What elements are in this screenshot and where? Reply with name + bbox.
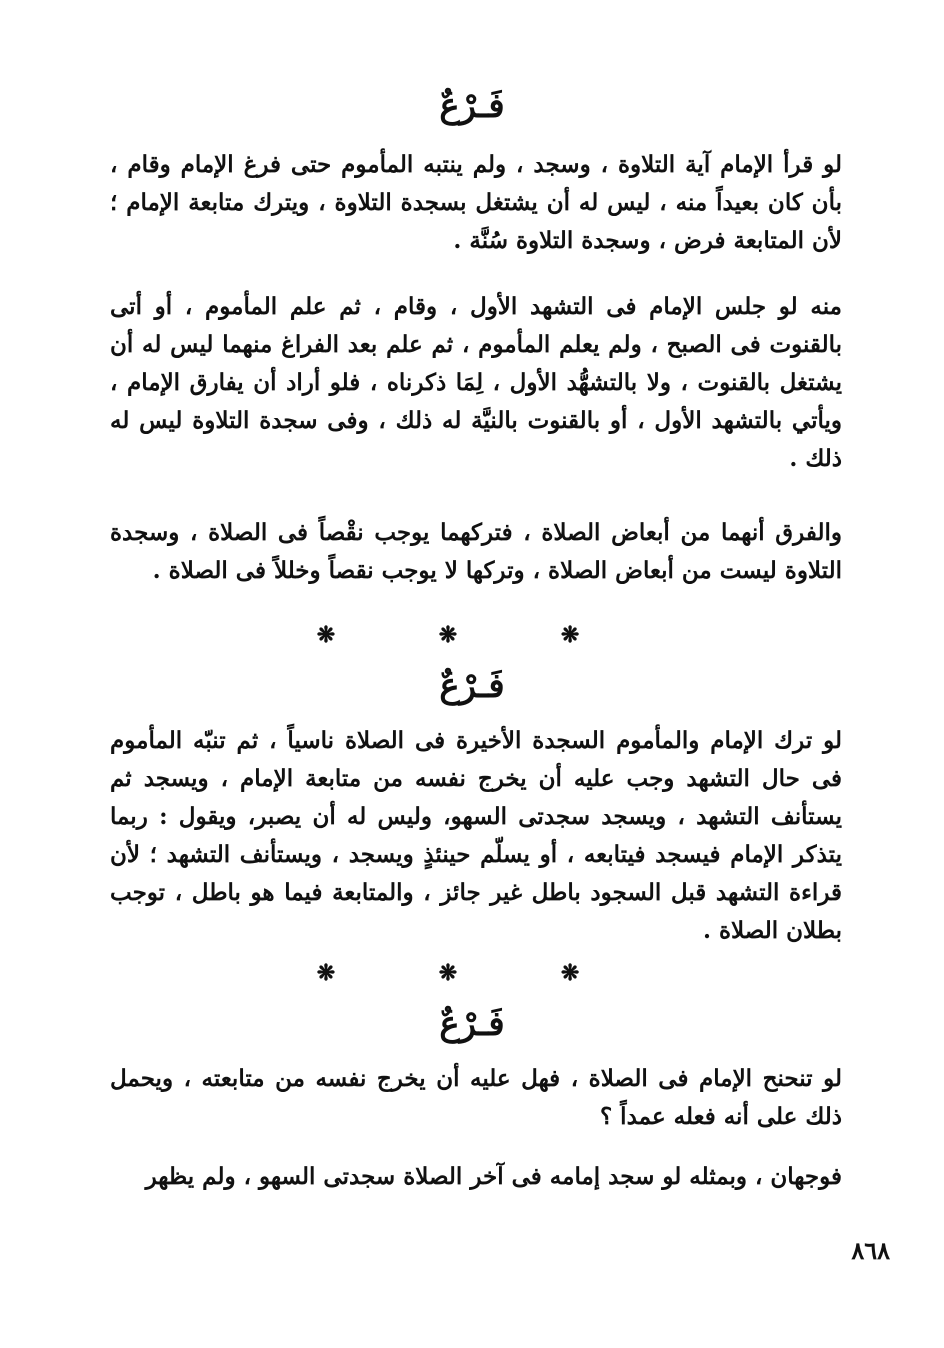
section-heading-1: فَـرْعٌ (439, 86, 505, 126)
section-heading-3: فَـرْعٌ (439, 1004, 505, 1044)
paragraph-3-2: فوجهان ، وبمثله لو سجد إمامه فى آخر الصلاة سجدتى السهو ، ولم يظهر (145, 1163, 842, 1190)
paragraph-1-3: والفرق أنهما من أبعاض الصلاة ، فتركهما يوجب نقْصاً فى الصلاة ، وسجدة التلاوة ليست من أبعاض الصلاة ، وتركها لا يوجب نقصاً وخللاً فى الصلاة . (110, 519, 842, 584)
paragraph-1-2: منه لو جلس الإمام فى التشهد الأول ، وقام ، ثم علم المأموم ، أو أتى بالقنوت فى الصبح ، ولم يعلم المأموم ، ثم علم بعد الفراغ منهما ليس له أن يشتغل بالقنوت ، ولا بالتشهُّد الأول ، لِمَا ذكرناه ، فلو أراد أن يفارق الإمام ، ويأتي بالتشهد الأول ، أو بالقنوت بالنيَّة له ذلك ، وفى سجدة التلاوة ليس له ذلك . (110, 293, 842, 472)
section-heading-2: فَـرْعٌ (439, 666, 505, 706)
section-separator-1: ❋ ❋ ❋ (316, 622, 628, 648)
paragraph-1-1: لو قرأ الإمام آية التلاوة ، وسجد ، ولم ينتبه المأموم حتى فرغ الإمام وقام ، بأن كان بعيداً منه ، ليس له أن يشتغل بسجدة التلاوة ، ويترك متابعة الإمام ؛ لأن المتابعة فرض ، وسجدة التلاوة سُنَّة . (110, 151, 842, 254)
paragraph-3-1: لو تنحنح الإمام فى الصلاة ، فهل عليه أن يخرج نفسه من متابعته ، ويحمل ذلك على أنه فعله عمداً ؟ (110, 1065, 842, 1130)
page-number: ٨٦٨ (851, 1236, 890, 1265)
section-separator-2: ❋ ❋ ❋ (316, 960, 628, 986)
paragraph-2-1: لو ترك الإمام والمأموم السجدة الأخيرة فى الصلاة ناسياً ، ثم تنبّه المأموم فى حال التشهد وجب عليه أن يخرج نفسه من متابعة الإمام ، ويسجد ثم يستأنف التشهد ، ويسجد سجدتى السهو، وليس له أن يصبر، ويقول : ربما يتذكر الإمام فيسجد فيتابعه ، أو يسلّم حينئذٍ ويسجد ، ويستأنف التشهد ؛ لأن قراءة التشهد قبل السجود باطل غير جائز ، والمتابعة فيما هو باطل ، توجب بطلان الصلاة . (110, 727, 842, 944)
